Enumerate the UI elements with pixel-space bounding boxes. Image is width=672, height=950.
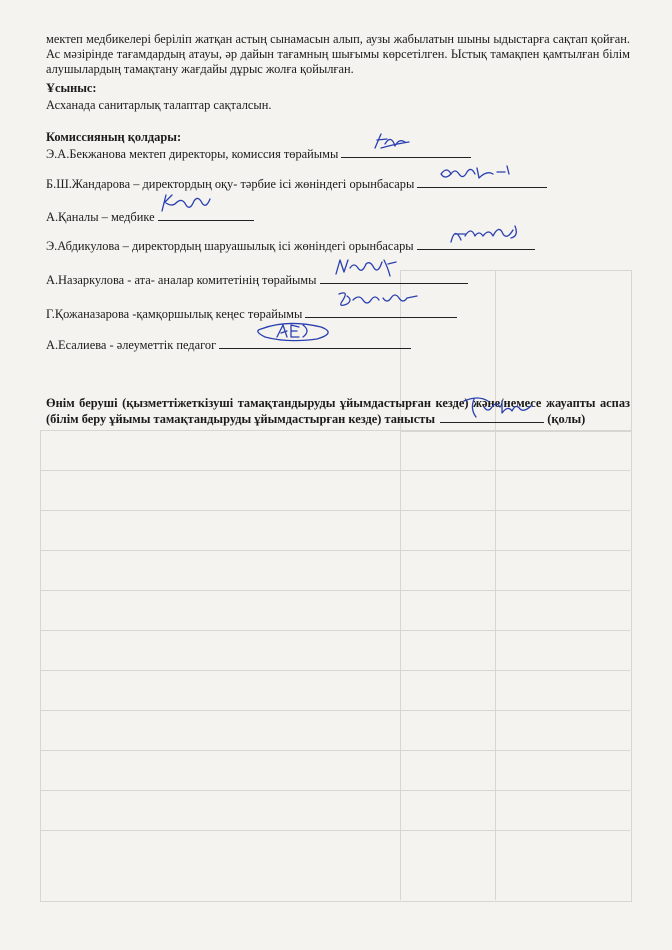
signature-line — [158, 209, 254, 221]
recommendation-text: Асханада санитарлық талаптар сақталсын. — [46, 98, 272, 112]
bleed-through-table — [40, 270, 630, 900]
member-name: А.Қаналы – медбике — [46, 210, 155, 224]
intro-paragraph: мектеп медбикелері беріліп жатқан астың сынамасын алып, аузы жабылатын шыны ыдыстарға сақтап қойған. Ас мәзірінде тағамдардың атауы, әр дайын тағамның шығымы көрсетілген. Ыстық тамақпен қамтылған білім алушылардың тамақтану жағдайы дұрыс жолға қойылған. — [46, 32, 630, 76]
handwritten-signature — [158, 191, 218, 219]
supplier-paragraph — [46, 396, 630, 427]
handwritten-signature — [333, 286, 433, 314]
handwritten-signature — [437, 160, 527, 186]
signature-line — [219, 337, 411, 349]
signature-line — [440, 411, 544, 423]
handwritten-signature — [330, 254, 410, 282]
signature-caption: (қолы) — [547, 412, 586, 426]
signature-line — [417, 238, 535, 250]
recommendation-heading: Ұсыныс: — [46, 81, 97, 95]
handwritten-signature — [445, 220, 535, 248]
member-row — [46, 176, 547, 192]
signature-line — [341, 146, 471, 158]
signature-line — [417, 176, 547, 188]
commission-heading: Комиссияның қолдары: — [46, 130, 182, 144]
member-name: Э.А.Бекжанова мектеп директоры, комиссия төрайымы — [46, 147, 339, 161]
member-name: Э.Абдикулова – директордың шаруашылық ісі жөніндегі орынбасары — [46, 239, 414, 253]
member-row — [46, 146, 471, 162]
member-row — [46, 209, 254, 225]
supplier-text: Өнім беруші (қызметтіжеткізуші тамақтандыруды ұйымдастырған кезде) және/немесе жауапты аспаз (білім беру ұйымы тамақтандыруды ұйымдастырған кезде) танысты — [46, 396, 630, 426]
member-name: А.Есалиева - әлеуметтік педагог — [46, 338, 217, 352]
handwritten-signature — [458, 393, 548, 423]
member-name: Г.Қожаназарова -қамқоршылық кеңес төрайымы — [46, 307, 303, 321]
signature-line — [320, 272, 468, 284]
member-row — [46, 337, 411, 353]
member-row — [46, 238, 535, 254]
member-name: Б.Ш.Жандарова – директордың оқу- тәрбие ісі жөніндегі орынбасары — [46, 177, 415, 191]
member-name: А.Назаркулова - ата- аналар комитетінің төрайымы — [46, 273, 317, 287]
handwritten-signature — [247, 317, 347, 347]
handwritten-signature — [347, 130, 417, 156]
